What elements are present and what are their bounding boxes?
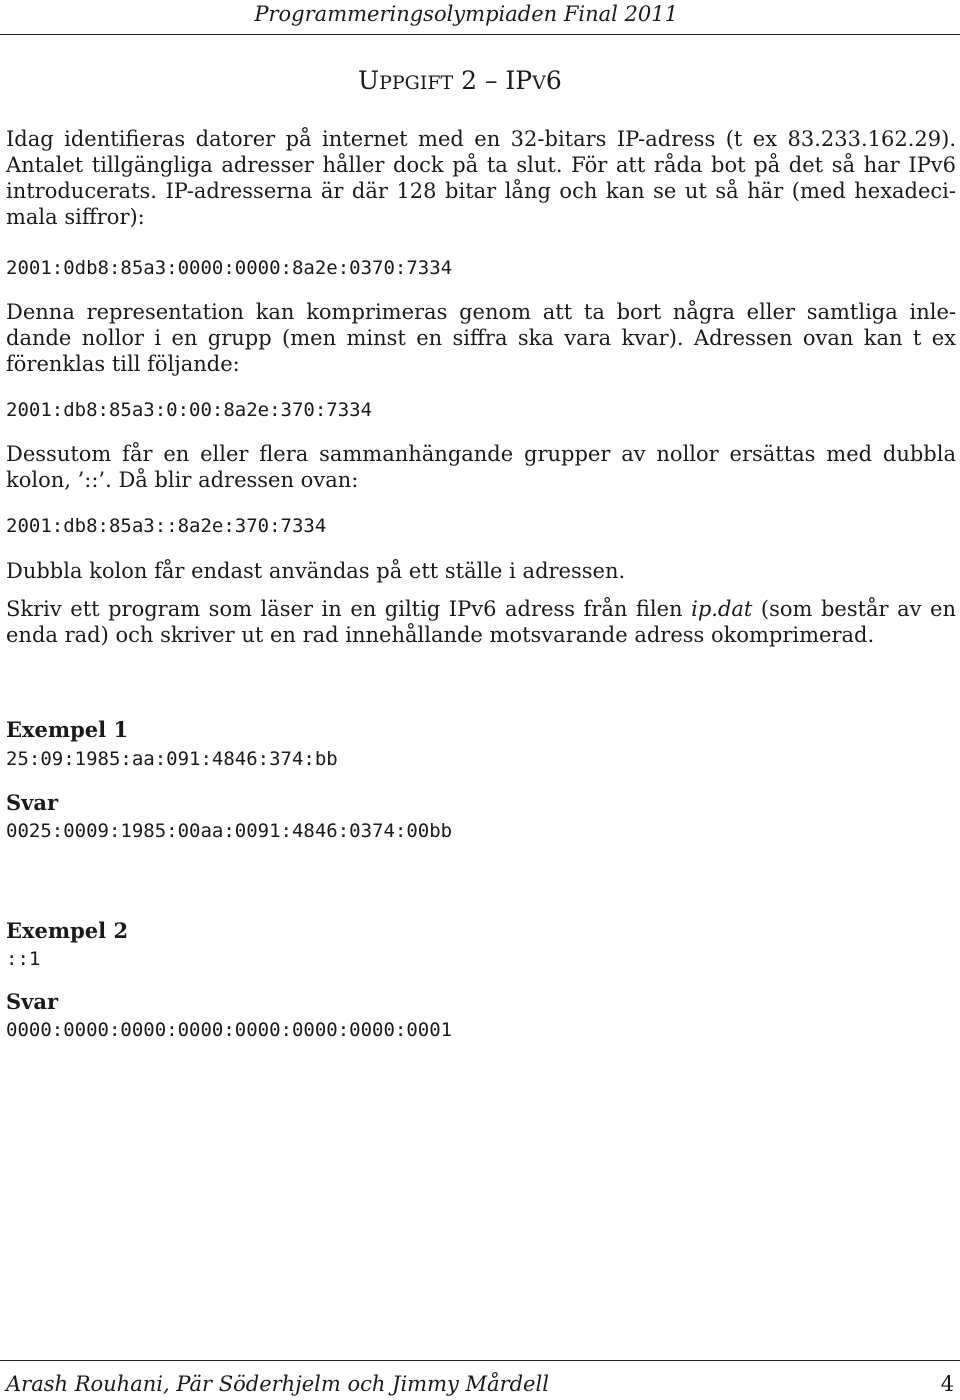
example-2-answer-label: Svar — [6, 989, 59, 1014]
example-1-heading: Exempel 1 — [6, 717, 129, 742]
page-number: 4 — [940, 1372, 954, 1396]
example-full-address: 2001:0db8:85a3:0000:0000:8a2e:0370:7334 — [6, 257, 453, 279]
example-2-input: ::1 — [6, 948, 41, 970]
title-part: V — [532, 72, 546, 94]
example-short-address: 2001:db8:85a3:0:00:8a2e:370:7334 — [6, 399, 373, 421]
task-text: Skriv ett program som läser in en giltig IPv6 adress från filen — [6, 597, 692, 621]
text-line: Dessutom får en eller flera sammanhängande grupper av nollor ersättas med dubbla — [6, 442, 956, 466]
section-title — [358, 66, 562, 95]
text-line: Antalet tillgängliga adresser håller dock på ta slut. För att råda bot på det så har IPv6 — [6, 153, 956, 177]
text-line: mala siffror): — [6, 205, 145, 229]
title-part: 2 – IP — [453, 66, 533, 95]
text-line — [6, 596, 956, 622]
text-line: Denna representation kan komprimeras genom att ta bort några eller samtliga inle- — [6, 300, 956, 324]
once-rule — [6, 558, 956, 584]
intro-paragraph — [6, 126, 956, 230]
example-compressed-address: 2001:db8:85a3::8a2e:370:7334 — [6, 515, 327, 537]
task-text: (som består av en — [752, 597, 956, 621]
example-2-heading: Exempel 2 — [6, 918, 129, 943]
text-line: förenklas till följande: — [6, 352, 240, 376]
task-paragraph — [6, 596, 956, 648]
page-header-title: Programmeringsolympiaden Final 2011 — [254, 2, 678, 26]
title-part: 6 — [545, 66, 562, 95]
filename: ip.dat — [691, 597, 753, 621]
footer-authors: Arash Rouhani, Pär Söderhjelm och Jimmy Mårdell — [6, 1372, 549, 1396]
example-1-answer-label: Svar — [6, 790, 59, 815]
example-1-output: 0025:0009:1985:00aa:0091:4846:0374:00bb — [6, 820, 453, 842]
header-rule — [0, 34, 960, 35]
footer-rule — [0, 1360, 960, 1361]
title-part: PPGIFT — [379, 72, 454, 94]
text-line: Idag identifieras datorer på internet med en 32-bitars IP-adress (t ex 83.233.162.29). — [6, 127, 956, 151]
text-line: Dubbla kolon får endast användas på ett ställe i adressen. — [6, 559, 626, 583]
double-colon-paragraph — [6, 441, 956, 493]
text-line: enda rad) och skriver ut en rad innehållande motsvarande adress okomprimerad. — [6, 623, 875, 647]
compress-paragraph — [6, 299, 956, 377]
title-part: U — [358, 66, 380, 95]
example-1-input: 25:09:1985:aa:091:4846:374:bb — [6, 748, 338, 770]
text-line: introducerats. IP-adresserna är där 128 bitar lång och kan se ut så här (med hexadeci- — [6, 179, 956, 203]
text-line: kolon, ’::’. Då blir adressen ovan: — [6, 468, 359, 492]
example-2-output: 0000:0000:0000:0000:0000:0000:0000:0001 — [6, 1019, 453, 1041]
text-line: dande nollor i en grupp (men minst en siffra ska vara kvar). Adressen ovan kan t ex — [6, 326, 956, 350]
